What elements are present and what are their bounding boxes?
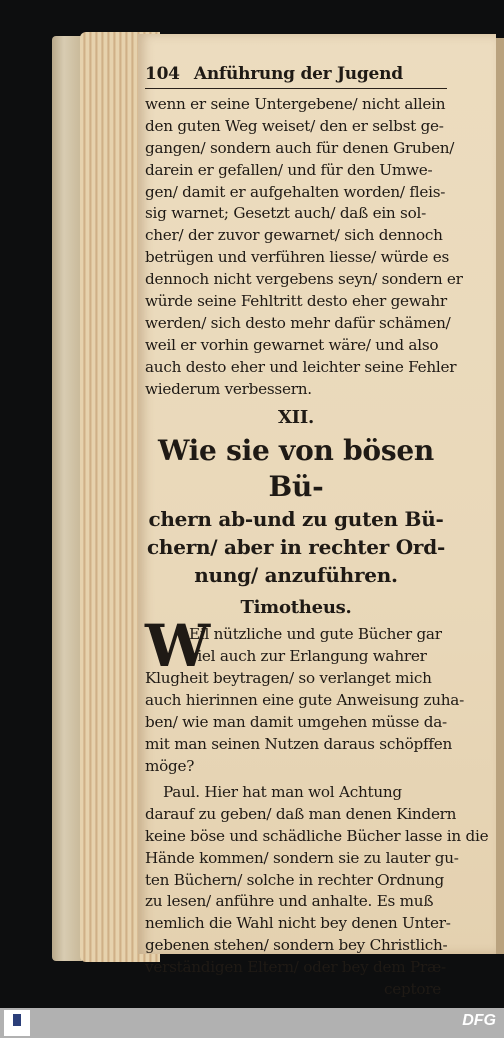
text-line: sig warnet; Gesetzt auch/ daß ein sol- [145,204,426,223]
chapter-title [145,433,447,589]
text-line: Eil nützliche und gute Bücher gar [189,625,442,644]
page-number: 104 [145,64,180,84]
book-spine [52,36,82,961]
running-head: Anführung der Jugend [193,64,403,84]
text-line: darauf zu geben/ daß man denen Kindern [145,804,457,823]
text-line: gebenen stehen/ sondern bey Christlich- [145,936,448,955]
text-line: zu lesen/ anführe und anhalte. Es muß [145,892,434,911]
text-line: Hände kommen/ sondern sie zu lauter gu- [145,848,459,867]
text-line: mit man seinen Nutzen daraus schöpffen [145,735,452,754]
text-line: ten Büchern/ solche in rechter Ordnung [145,870,444,889]
viewer-footer-bar [0,1008,504,1038]
text-line: möge? [145,757,195,776]
book [52,30,504,999]
page-right-edge [496,38,504,954]
section-number: XII. [277,406,315,428]
drop-cap: W [145,612,210,681]
text-line: auch hierinnen eine gute Anweisung zuha- [145,691,464,710]
text-line: auch desto eher und leichter seine Fehler [145,357,457,376]
text-line: ben/ wie man damit umgehen müsse da- [145,713,447,732]
text-line: wenn er seine Untergebene/ nicht allein [145,94,446,113]
text-line: darein er gefallen/ und für den Umwe- [145,160,433,179]
text-line: verständigen Eltern/ oder bey dem Præ- [145,958,446,977]
paragraph-top [145,94,463,401]
speaker-timotheus: Timotheus. [240,596,352,618]
text-line: Paul. Hier hat man wol Achtung [163,782,402,801]
text-line: Klugheit beytragen/ so verlanget mich [145,669,432,688]
text-line: cher/ der zuvor gewarnet/ sich dennoch [145,226,443,245]
dfg-logo: DFG [462,1012,496,1029]
header-rule [145,88,447,89]
text-line: würde seine Fehltritt desto eher gewahr [145,292,447,311]
running-header [145,64,447,86]
text-line: viel auch zur Erlangung wahrer [189,647,427,666]
text-line: den guten Weg weiset/ den er selbst ge- [145,116,444,135]
text-line: nemlich die Wahl nicht bey denen Unter- [145,914,451,933]
text-line: werden/ sich desto mehr dafür schämen/ [145,313,451,332]
title-line: chern/ aber in rechter Ord- [147,534,445,559]
page-text [145,64,489,1001]
title-line: Wie sie von bösen Bü- [157,433,435,503]
text-line: betrügen und verführen liesse/ würde es [145,248,449,267]
paul-paragraph [145,782,489,979]
text-line: weil er vorhin gewarnet wäre/ und also [145,335,439,354]
title-line: nung/ anzuführen. [194,562,398,587]
library-logo-icon [4,1010,30,1036]
text-line: wiederum verbessern. [145,379,312,398]
text-line: gangen/ sondern auch für denen Gruben/ [145,138,455,157]
title-line: chern ab-und zu guten Bü- [148,506,444,531]
catchword: ceptore [384,980,441,999]
text-line: gen/ damit er aufgehalten worden/ fleis- [145,182,446,201]
text-line: keine böse und schädliche Bücher lasse in die [145,826,489,845]
text-line: dennoch nicht vergebens seyn/ sondern er [145,270,463,289]
